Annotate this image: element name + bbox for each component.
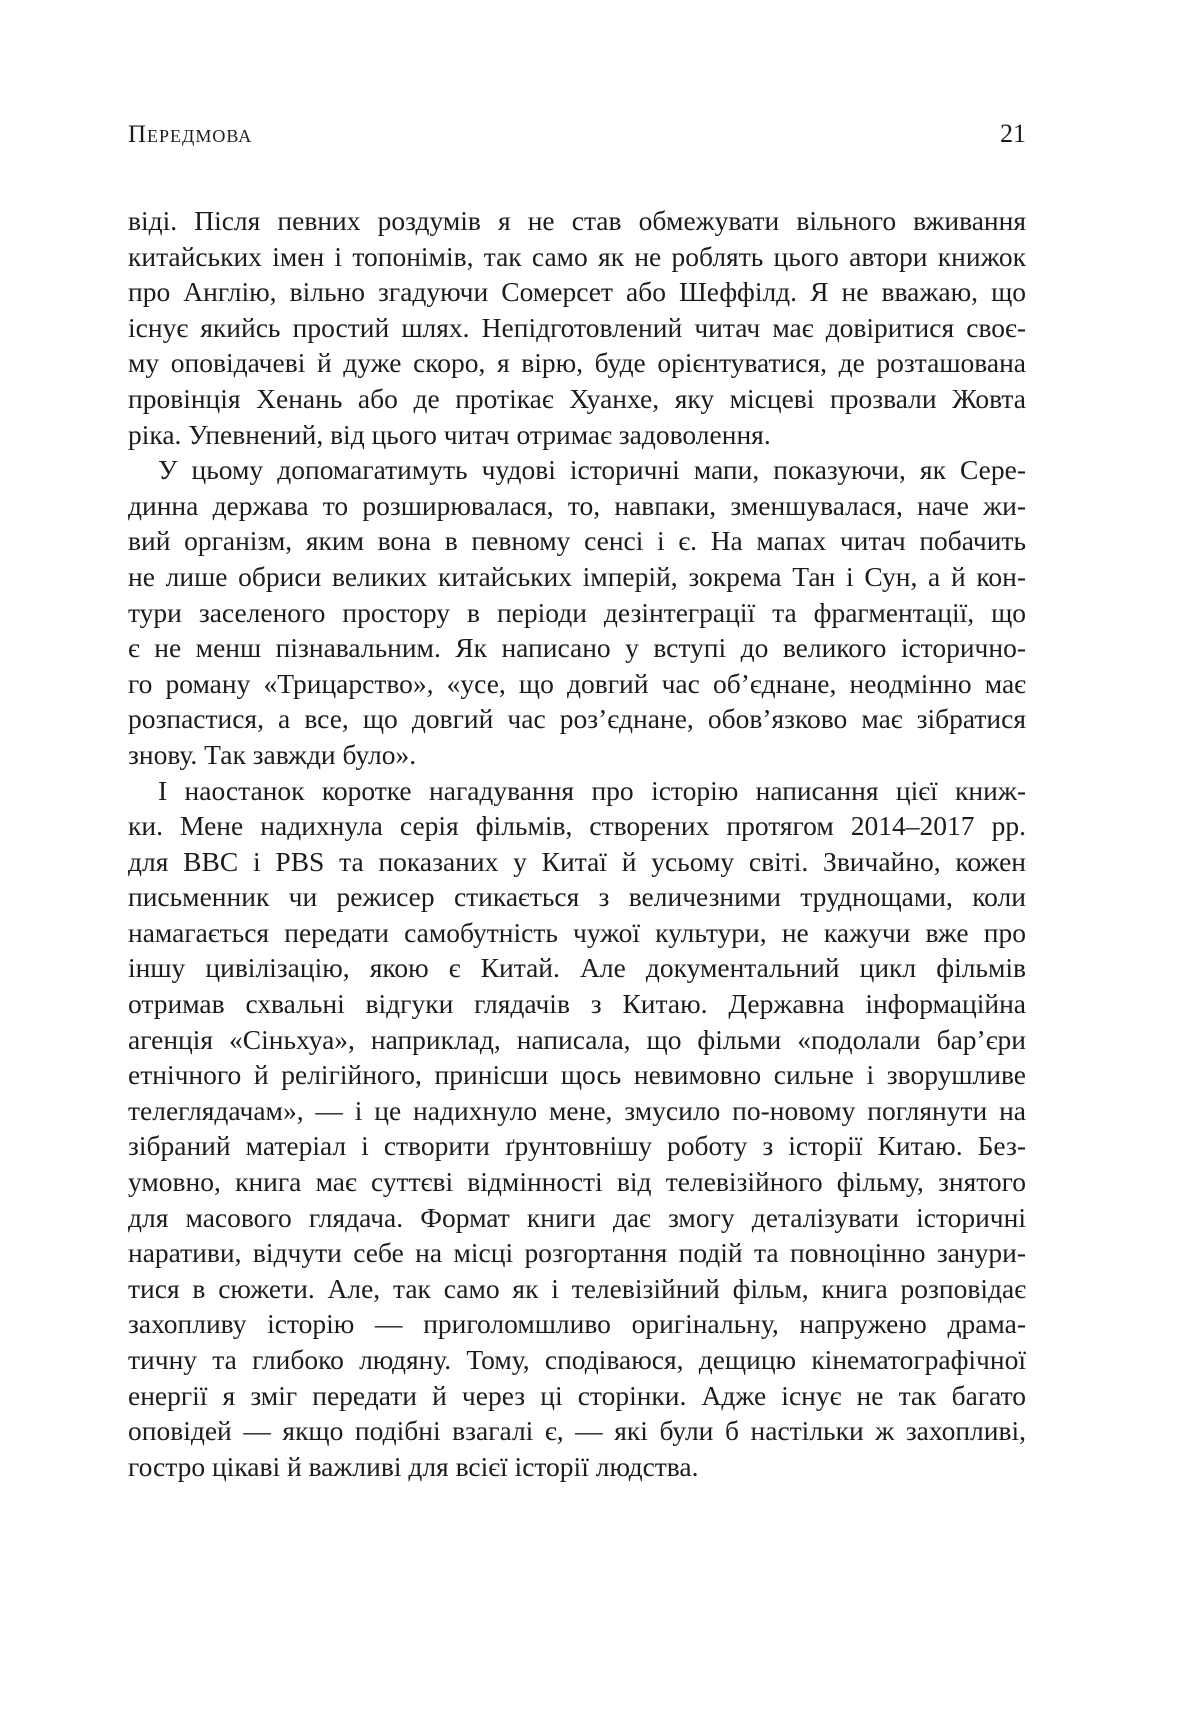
text-line: етнічного й релігійного, принісши щось невимовно сильне і зворушливе xyxy=(128,1059,1026,1091)
text-line: розпастися, а все, що довгий час роз’єднане, обов’язково має зібратися xyxy=(128,703,1026,735)
paragraph xyxy=(128,452,1026,772)
text-line: тичну та глибоко людяну. Тому, сподіваюся, дещицю кінематографічної xyxy=(128,1344,1026,1375)
text-line: ріка. Упевнений, від цього читач отримає задоволення. xyxy=(128,418,771,450)
text-line: енергії я зміг передати й через ці сторінки. Адже існує не так багато xyxy=(128,1379,1026,1411)
text-line: оповідей — якщо подібні взагалі є, — які були б настільки ж захопливі, xyxy=(128,1415,1026,1447)
text-line: не лише обриси великих китайських імперій, зокрема Тан і Сун, а й кон- xyxy=(128,560,1026,592)
body-text xyxy=(128,203,1026,1484)
text-line: для BBC і PBS та показаних у Китаї й усьому світі. Звичайно, кожен xyxy=(128,845,1026,877)
text-line: є не менш пізнавальним. Як написано у вступі до великого історично- xyxy=(128,632,1026,664)
text-line: намагається передати самобутність чужої культури, не кажучи вже про xyxy=(128,916,1026,948)
text-line: І наостанок коротке нагадування про історію написання цієї книж- xyxy=(158,774,1026,806)
text-line: агенція «Сіньхуа», наприклад, написала, що фільми «подолали бар’єри xyxy=(128,1023,1026,1055)
text-line: іншу цивілізацію, якою є Китай. Але документальний цикл фільмів xyxy=(128,952,1026,984)
text-line: письменник чи режисер стикається з величезними труднощами, коли xyxy=(128,881,1026,913)
text-line: провінція Хенань або де протікає Хуанхе, яку місцеві прозвали Жовта xyxy=(128,382,1026,414)
text-line: ки. Мене надихнула серія фільмів, створених протягом 2014–2017 рр. xyxy=(128,810,1026,842)
page-number: 21 xyxy=(1000,119,1026,148)
text-line: для масового глядача. Формат книги дає змогу деталізувати історичні xyxy=(128,1201,1026,1233)
text-line: У цьому допомагатимуть чудові історичні мапи, показуючи, як Сере- xyxy=(158,454,1026,486)
paragraph xyxy=(128,773,1026,1485)
text-line: існує якийсь простий шлях. Непідготовлений читач має довіритися своє- xyxy=(128,311,1026,343)
text-line: китайських імен і топонімів, так само як не роблять цього автори книжок xyxy=(128,240,1026,272)
text-line: про Англію, вільно згадуючи Сомерсет або Шеффілд. Я не вважаю, що xyxy=(128,276,1026,308)
text-line: зібраний матеріал і створити ґрунтовнішу роботу з історії Китаю. Без- xyxy=(128,1130,1026,1162)
text-line: наративи, відчути себе на місці розгортання подій та повноцінно занури- xyxy=(128,1237,1026,1269)
text-line: го роману «Трицарство», «усе, що довгий час об’єднане, неодмінно має xyxy=(128,667,1026,699)
text-line: тури заселеного простору в періоди дезінтеграції та фрагментації, що xyxy=(128,596,1026,628)
paragraph xyxy=(128,203,1026,452)
text-line: захопливу історію — приголомшливо оригінальну, напружено драма- xyxy=(128,1308,1026,1340)
text-line: телеглядачам», — і це надихнуло мене, змусило по-новому поглянути на xyxy=(128,1094,1026,1126)
text-line: отримав схвальні відгуки глядачів з Китаю. Державна інформаційна xyxy=(128,988,1026,1020)
running-head: Передмова xyxy=(128,121,253,148)
text-line: віді. Після певних роздумів я не став обмежувати вільного вживання xyxy=(128,205,1026,236)
text-line: вий організм, яким вона в певному сенсі і є. На мапах читач побачить xyxy=(128,525,1026,557)
text-line: му оповідачеві й дуже скоро, я вірю, буде орієнтуватися, де розташована xyxy=(128,347,1026,379)
text-line: гостро цікаві й важливі для всієї історії людства. xyxy=(128,1450,699,1482)
text-line: динна держава то розширювалася, то, навпаки, зменшувалася, наче жи- xyxy=(128,489,1026,521)
text-line: умовно, книга має суттєві відмінності від телевізійного фільму, знятого xyxy=(128,1166,1026,1198)
text-line: знову. Так завжди було». xyxy=(128,738,417,770)
text-line: тися в сюжети. Але, так само як і телевізійний фільм, книга розповідає xyxy=(128,1272,1026,1304)
